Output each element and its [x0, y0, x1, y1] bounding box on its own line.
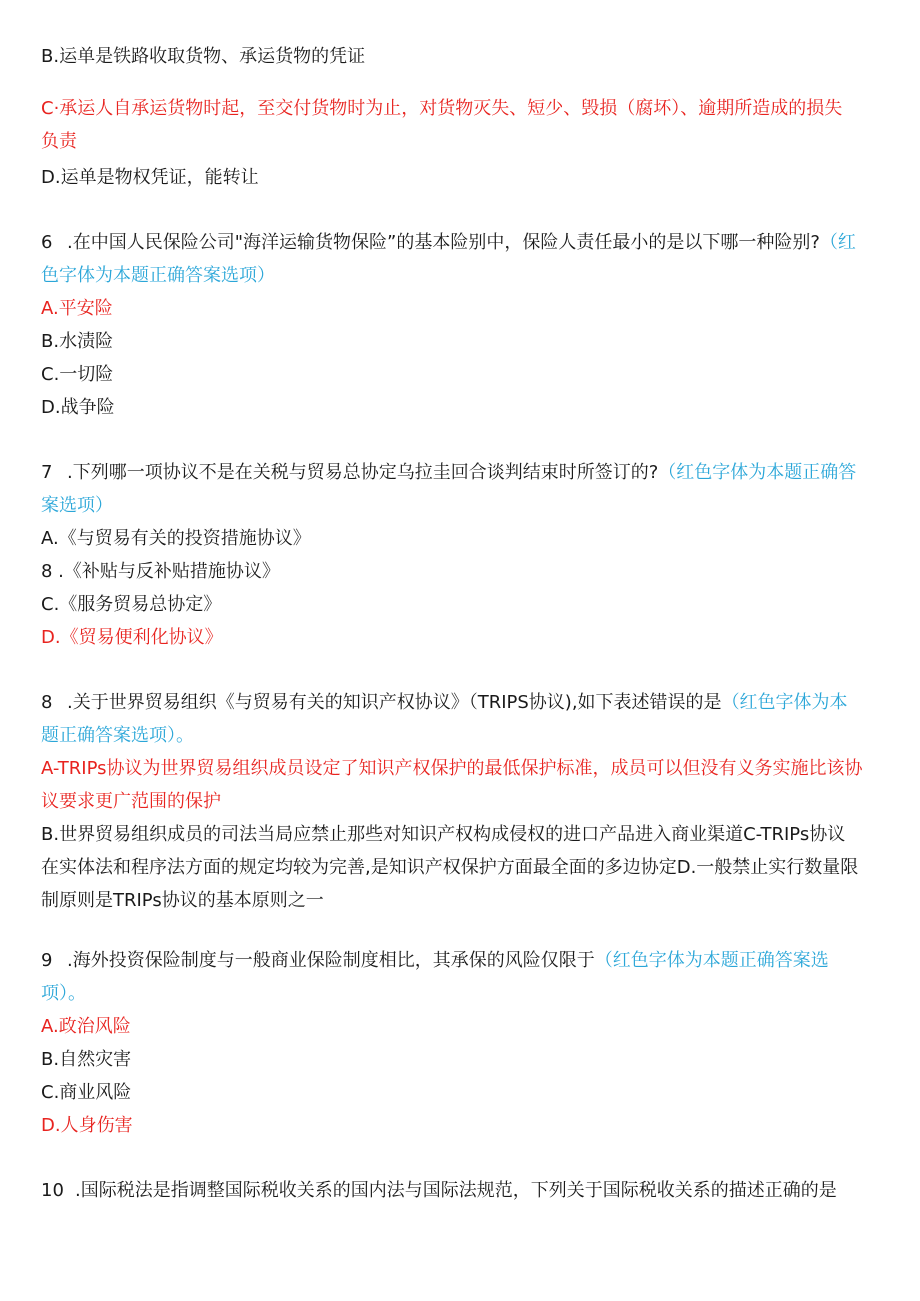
question-number: 10 — [41, 1180, 64, 1201]
option-c-q9: C.商业风险 — [41, 1082, 132, 1103]
question-text: .下列哪一项协议不是在关税与贸易总协定乌拉圭回合谈判结束时所签订的? — [67, 462, 659, 483]
option-b-q7: 8 .《补贴与反补贴措施协议》 — [41, 561, 280, 582]
answer-hint-continued: 色字体为本题正确答案选项） — [41, 265, 275, 286]
answer-a-q6: A.平安险 — [41, 298, 113, 319]
question-number: 6 — [41, 232, 53, 253]
question-text: .国际税法是指调整国际税收关系的国内法与国际法规范，下列关于国际税收关系的描述正确的是 — [75, 1180, 837, 1201]
option-d-q5: D.运单是物权凭证，能转让 — [41, 167, 259, 188]
options-q8-line3: 制原则是TRIPs协议的基本原则之一 — [41, 890, 324, 911]
question-8 — [41, 686, 882, 719]
answer-c-q5-line1: C·承运人自承运货物时起，至交付货物时为止，对货物灭失、短少、毁损（腐坏）、逾期所造成的损失 — [41, 98, 843, 119]
question-text: .在中国人民保险公司"海洋运输货物保险”的基本险别中，保险人责任最小的是以下哪一种险别? — [67, 232, 820, 253]
answer-hint: （红色字体为本 — [721, 692, 848, 713]
answer-hint-continued: 案选项） — [41, 495, 113, 516]
answer-hint: （红色字体为本题正确答 — [658, 462, 857, 483]
question-number: 8 — [41, 692, 53, 713]
answer-hint: （红 — [819, 232, 856, 253]
option-d-q6: D.战争险 — [41, 397, 115, 418]
option-b-q9: B.自然灾害 — [41, 1049, 132, 1070]
option-b-q5: B.运单是铁路收取货物、承运货物的凭证 — [41, 46, 366, 67]
question-6 — [41, 226, 882, 259]
answer-a-q8-line2: 议要求更广范围的保护 — [41, 791, 221, 812]
answer-d-q7: D.《贸易便利化协议》 — [41, 627, 223, 648]
answer-hint: （红色字体为本题正确答案选 — [594, 950, 829, 971]
question-number: 7 — [41, 462, 53, 483]
question-9 — [41, 944, 882, 977]
option-b-q6: B.水渍险 — [41, 331, 114, 352]
option-a-q7: A.《与贸易有关的投资措施协议》 — [41, 528, 311, 549]
answer-hint-continued: 题正确答案选项）。 — [41, 725, 194, 746]
question-text: .海外投资保险制度与一般商业保险制度相比，其承保的风险仅限于 — [67, 950, 595, 971]
option-c-q7: C.《服务贸易总协定》 — [41, 594, 222, 615]
answer-c-q5-line2: 负责 — [41, 131, 77, 152]
options-q8-line2: 在实体法和程序法方面的规定均较为完善,是知识产权保护方面最全面的多边协定D.一般禁止实行数量限 — [41, 857, 859, 878]
question-number: 9 — [41, 950, 53, 971]
answer-d-q9: D.人身伤害 — [41, 1115, 133, 1136]
answer-a-q9: A.政治风险 — [41, 1016, 131, 1037]
question-10 — [41, 1174, 882, 1207]
option-c-q6: C.一切险 — [41, 364, 114, 385]
question-7 — [41, 456, 882, 489]
question-text: .关于世界贸易组织《与贸易有关的知识产权协议》（TRIPS协议),如下表述错误的是 — [67, 692, 722, 713]
answer-hint-continued: 项）。 — [41, 983, 86, 1004]
answer-a-q8-line1: A-TRIPs协议为世界贸易组织成员设定了知识产权保护的最低保护标准，成员可以但没有义务实施比该协 — [41, 758, 863, 779]
options-q8-line1: B.世界贸易组织成员的司法当局应禁止那些对知识产权构成侵权的进口产品进入商业渠道C-TRIPs协议 — [41, 824, 846, 845]
